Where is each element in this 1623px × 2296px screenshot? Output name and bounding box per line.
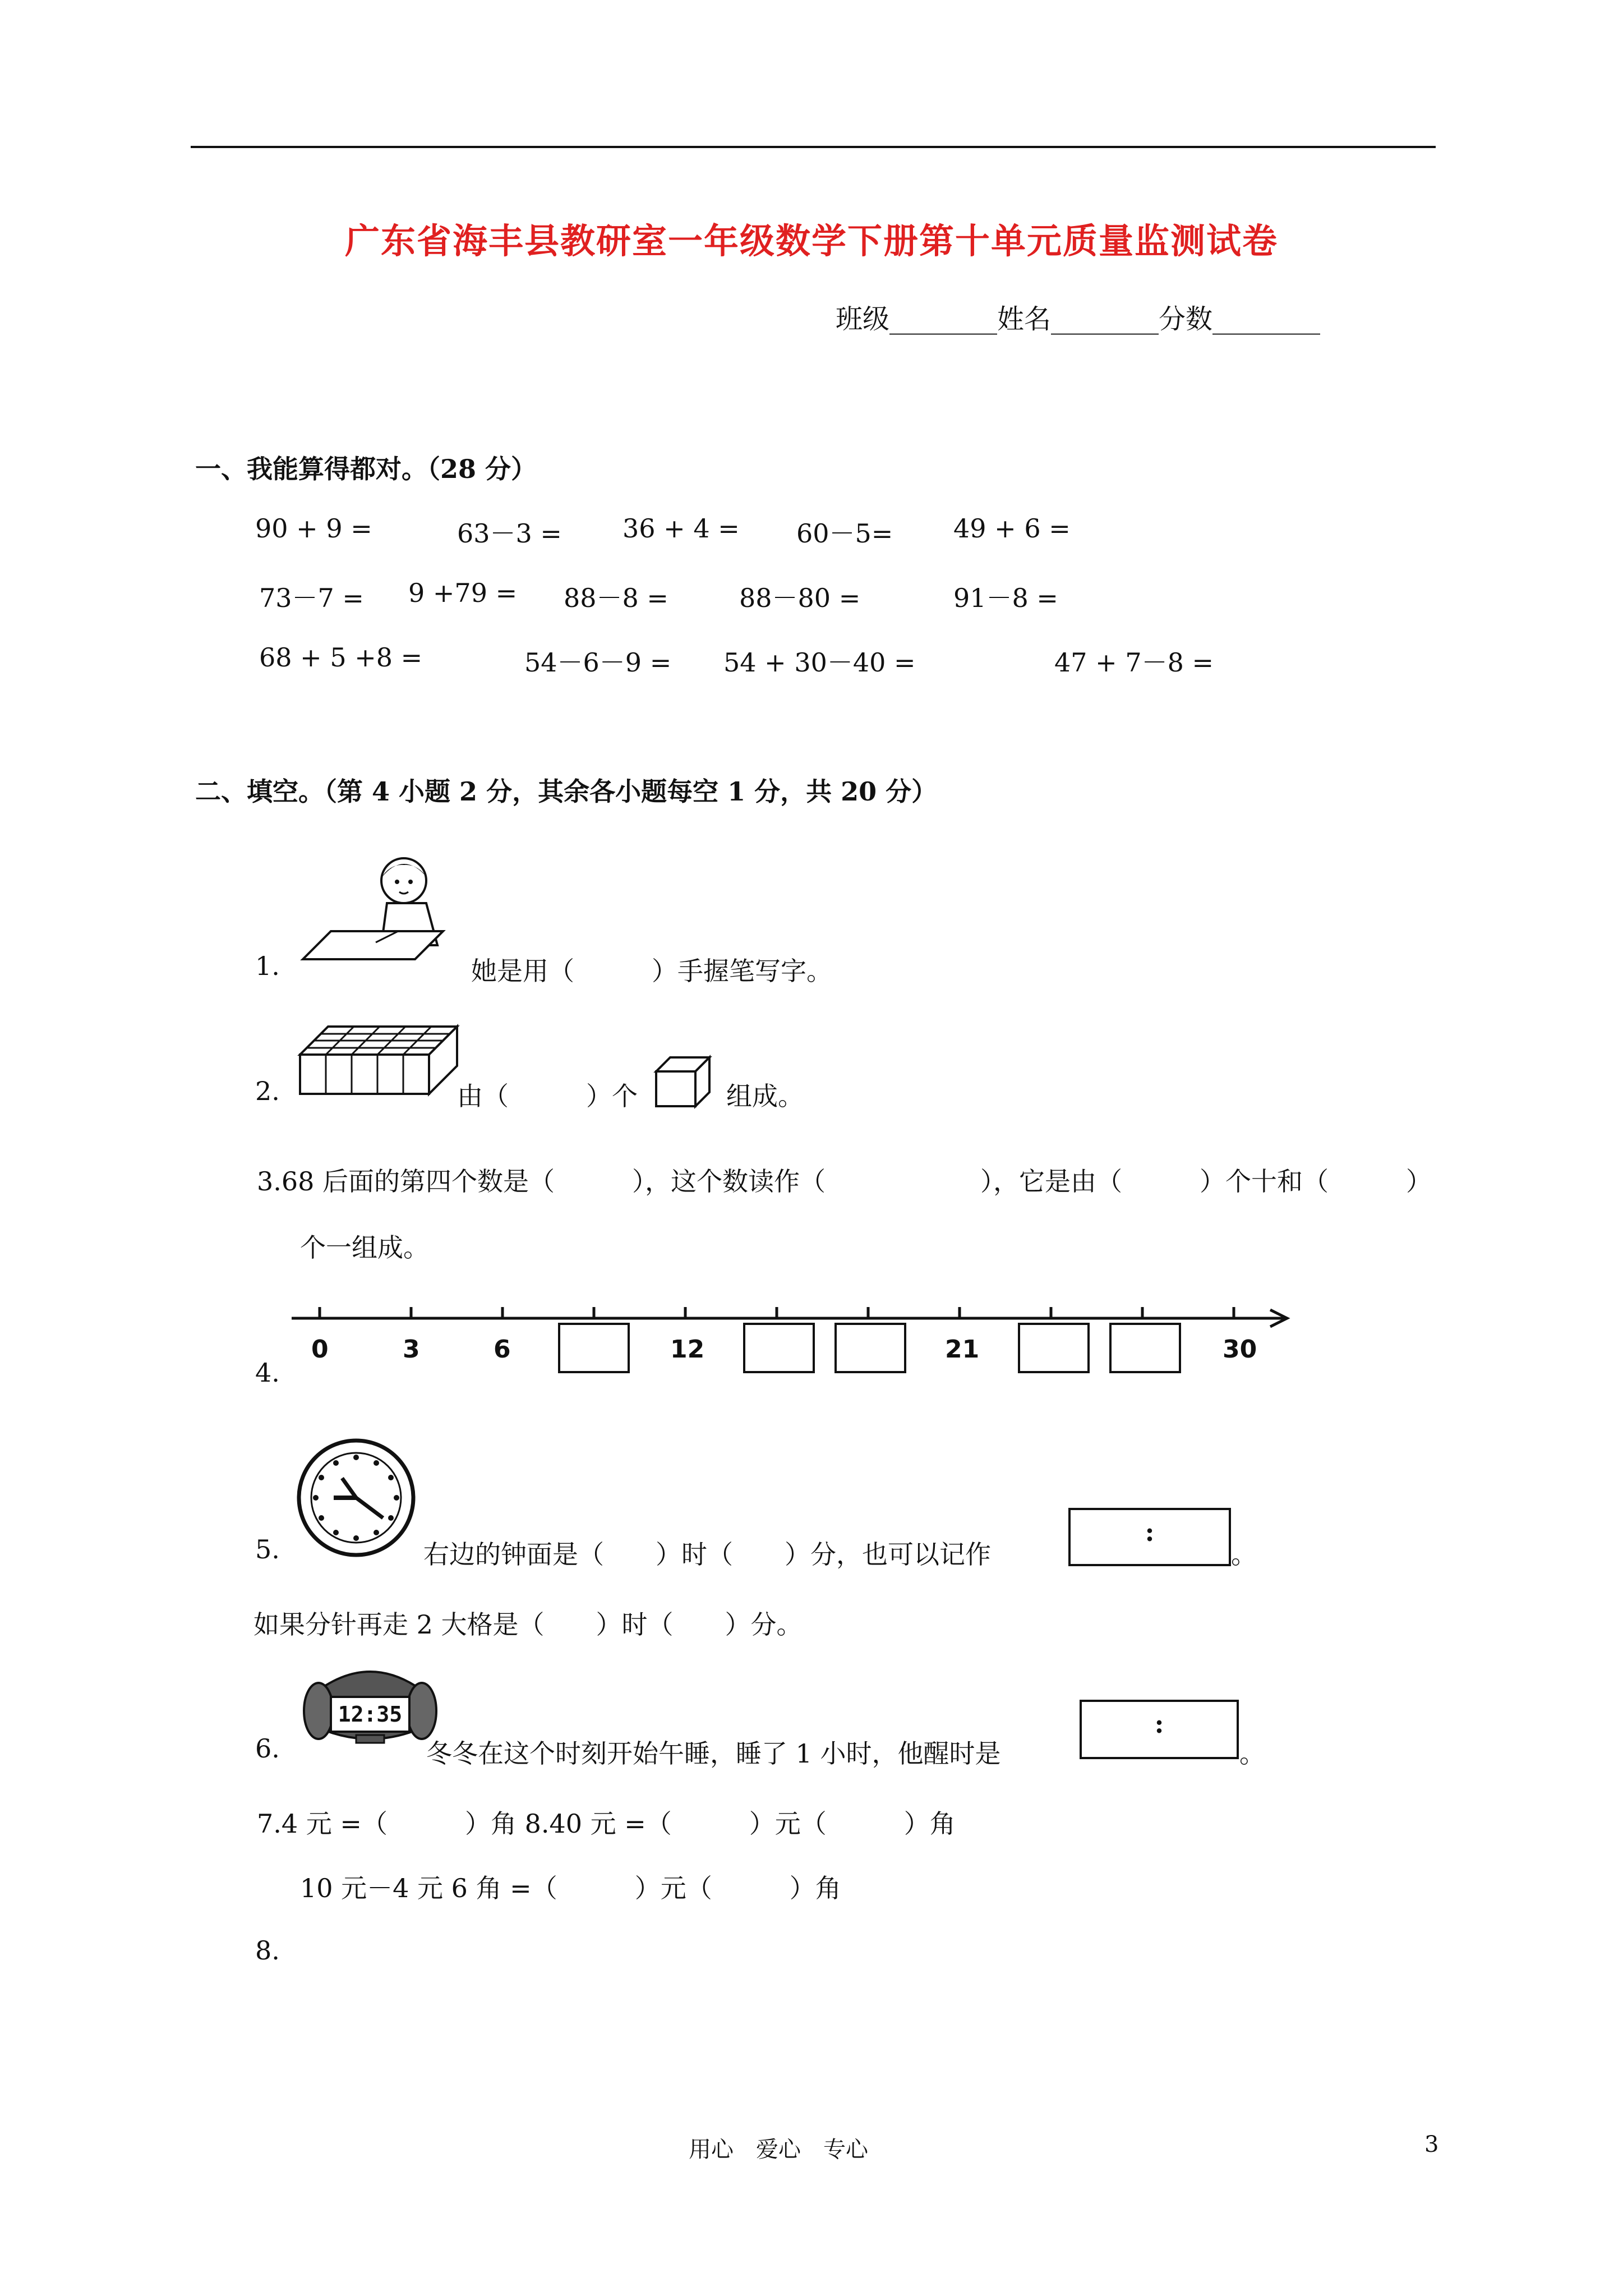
header-rule: [191, 146, 1436, 148]
calc-item: 91－8 =: [953, 583, 1058, 613]
section2-heading: 二、填空。（第 4 小题 2 分，其余各小题每空 1 分，共 20 分）: [195, 776, 938, 807]
calc-item: 60－5=: [796, 518, 893, 549]
footer-motto: 用心 爱心 专心: [689, 2137, 868, 2162]
q5-text-line2: 如果分针再走 2 大格是（ ）时（ ）分。: [253, 1609, 803, 1640]
q2-text-a: 由（ ）个: [457, 1081, 638, 1111]
q8-number: 8.: [255, 1935, 280, 1966]
calc-item: 73－7 =: [259, 583, 364, 613]
q5-time-answer-box[interactable]: [1068, 1508, 1231, 1566]
number-line-blank-box[interactable]: [834, 1323, 906, 1373]
number-line-blank-box[interactable]: [558, 1323, 630, 1373]
q2-text-b: 组成。: [726, 1081, 804, 1111]
calc-item: 54 + 30－40 =: [723, 647, 916, 678]
q7-text-line1: 7.4 元 =（ ）角 8.40 元 =（ ）元（ ）角: [257, 1809, 956, 1839]
calc-item: 49 + 6 =: [953, 513, 1071, 544]
q6-end: 。: [1239, 1738, 1265, 1769]
page-number: 3: [1424, 2132, 1439, 2157]
student-info-fields: 班级________姓名________分数________: [836, 303, 1321, 335]
number-line-blank-box[interactable]: [743, 1323, 815, 1373]
q6-number: 6.: [255, 1733, 280, 1764]
section1-heading: 一、我能算得都对。（28 分）: [195, 454, 537, 484]
exam-title: 广东省海丰县教研室一年级数学下册第十单元质量监测试卷: [344, 220, 1278, 261]
q3-text-line1: 3.68 后面的第四个数是（ ），这个数读作（ ），它是由（ ）个十和（ ）: [257, 1166, 1432, 1197]
q5-text: 右边的钟面是（ ）时（ ）分，也可以记作: [423, 1539, 991, 1570]
calc-item: 63－3 =: [457, 518, 562, 549]
digital-clock-illustration: [303, 1663, 437, 1756]
q3-text-line2: 个一组成。: [300, 1232, 429, 1263]
q5-number: 5.: [255, 1534, 280, 1565]
calc-item: 54－6－9 =: [524, 647, 672, 678]
calc-item: 68 + 5 +8 =: [259, 642, 423, 673]
number-line-label: 0: [311, 1335, 329, 1364]
number-line-blank-box[interactable]: [1018, 1323, 1090, 1373]
digital-clock-display: 12:35: [338, 1702, 403, 1727]
q2-number: 2.: [255, 1076, 280, 1106]
single-cube-icon: [653, 1055, 715, 1111]
q1-text: 她是用（ ）手握笔写字。: [471, 956, 832, 986]
time-colon: :: [1145, 1517, 1155, 1547]
calc-item: 9 +79 =: [408, 578, 518, 608]
calc-item: 88－80 =: [739, 583, 861, 613]
calc-item: 36 + 4 =: [623, 513, 740, 544]
number-line-label: 6: [494, 1335, 511, 1364]
time-colon: :: [1154, 1709, 1164, 1739]
number-line-label: 3: [403, 1335, 420, 1364]
calc-item: 47 + 7－8 =: [1054, 647, 1214, 678]
calc-item: 88－8 =: [564, 583, 668, 613]
number-line-label: 12: [670, 1335, 705, 1364]
calc-item: 90 + 9 =: [255, 513, 372, 544]
q1-number: 1.: [255, 951, 280, 981]
q4-number: 4.: [255, 1358, 280, 1388]
q6-text: 冬冬在这个时刻开始午睡，睡了 1 小时，他醒时是: [426, 1738, 1001, 1769]
analog-clock-illustration: [294, 1436, 418, 1559]
number-line-label: 21: [945, 1335, 980, 1364]
number-line-blank-box[interactable]: [1109, 1323, 1181, 1373]
cube-grid-illustration: [294, 1021, 463, 1105]
q6-time-answer-box[interactable]: [1080, 1700, 1239, 1759]
q7-text-line2: 10 元－4 元 6 角 =（ ）元（ ）角: [300, 1873, 841, 1903]
girl-writing-illustration: [297, 847, 460, 982]
q5-end: 。: [1231, 1539, 1257, 1570]
number-line-label: 30: [1223, 1335, 1257, 1364]
